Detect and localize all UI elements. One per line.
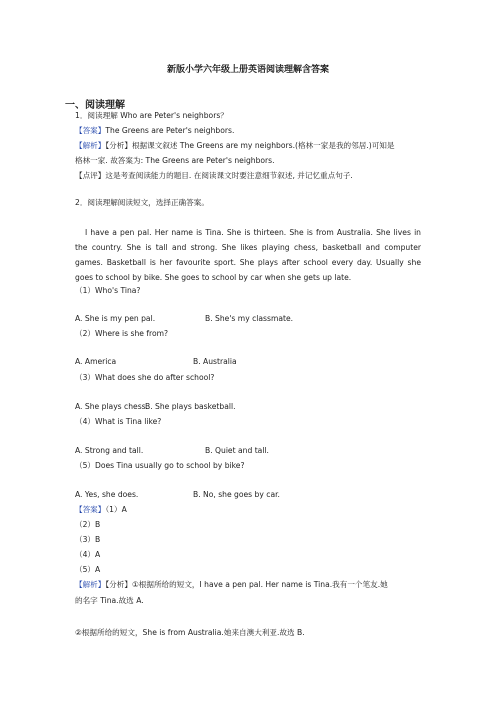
q1-analysis-line1 bbox=[75, 141, 394, 151]
q2-item5-question: （5）Does Tina usually go to school by bike? bbox=[75, 461, 245, 470]
q2-question: 2．阅读理解阅读短文，选择正确答案。 bbox=[75, 198, 209, 207]
q2-answer-item3: （3）B bbox=[75, 535, 101, 544]
q1-comment: 【点评】这是考查阅读能力的题目. 在阅读课文时要注意细节叙述, 并记忆重点句子. bbox=[75, 171, 353, 180]
q2-passage: I have a pen pal. Her name is Tina. She is thirteen. She is from Australia. She lives in the country. She is tall and strong. She likes playing chess, basketball and computer games. Basketball is her favourite sport. She plays after school every day. Usually she goes to school by bike. She goes to school by car when she gets up late. bbox=[75, 228, 421, 282]
q2-answer-item4: （4）A bbox=[75, 550, 101, 559]
q2-item1-question: （1）Who's Tina? bbox=[75, 286, 141, 295]
answer-text: The Greens are Peter's neighbors. bbox=[105, 126, 235, 135]
section-heading: 一、阅读理解 bbox=[65, 100, 125, 111]
analysis-text: 【分析】①根据所给的短文，I have a pen pal. Her name is Tina.我有一个笔友.她 bbox=[105, 580, 388, 589]
answer-item: （1）A bbox=[105, 505, 127, 514]
q2-analysis-line3: ②根据所给的短文，She is from Australia.她来自澳大利亚.故选 B. bbox=[75, 628, 305, 637]
q2-item3-option-b: B. She plays basketball. bbox=[145, 402, 236, 411]
q2-item4-question: （4）What is Tina like? bbox=[75, 417, 162, 426]
q2-analysis-line1 bbox=[75, 580, 388, 590]
q2-analysis-line2: 的名字 Tina.故选 A. bbox=[75, 596, 144, 605]
answer-tag: 【答案】 bbox=[75, 126, 106, 135]
q2-item2-option-b: B. Australia bbox=[193, 357, 237, 366]
q2-answer-item5: （5）A bbox=[75, 565, 101, 574]
analysis-tag: 【解析】 bbox=[75, 141, 106, 150]
q2-item3-option-a: A. She plays chess. bbox=[75, 402, 149, 411]
q2-item2-question: （2）Where is she from? bbox=[75, 329, 169, 338]
q1-answer bbox=[75, 126, 234, 136]
q2-answer-item2: （2）B bbox=[75, 520, 101, 529]
q2-item1-option-b: B. She's my classmate. bbox=[205, 314, 294, 323]
q2-item3-question: （3）What does she do after school? bbox=[75, 373, 215, 382]
q2-item5-option-b: B. No, she goes by car. bbox=[193, 490, 280, 499]
q1-analysis-line2: 格林一家. 故答案为: The Greens are Peter's neighbors. bbox=[75, 156, 275, 165]
page-title: 新版小学六年级上册英语阅读理解含答案 bbox=[166, 65, 329, 75]
q2-item4-option-a: A. Strong and tall. bbox=[75, 446, 144, 455]
q2-item1-option-a: A. She is my pen pal. bbox=[75, 314, 156, 323]
q2-item2-option-a: A. America bbox=[75, 357, 117, 366]
answer-tag: 【答案】 bbox=[75, 505, 106, 514]
q2-item5-option-a: A. Yes, she does. bbox=[75, 490, 139, 499]
q2-item4-option-b: B. Quiet and tall. bbox=[205, 446, 269, 455]
analysis-text: 【分析】根据课文叙述 The Greens are my neighbors.(格林一家是我的邻居.)可知是 bbox=[105, 141, 395, 150]
analysis-tag: 【解析】 bbox=[75, 580, 106, 589]
q2-answer-line bbox=[75, 505, 127, 515]
q1-question: 1．阅读理解 Who are Peter's neighbors？ bbox=[75, 111, 228, 120]
